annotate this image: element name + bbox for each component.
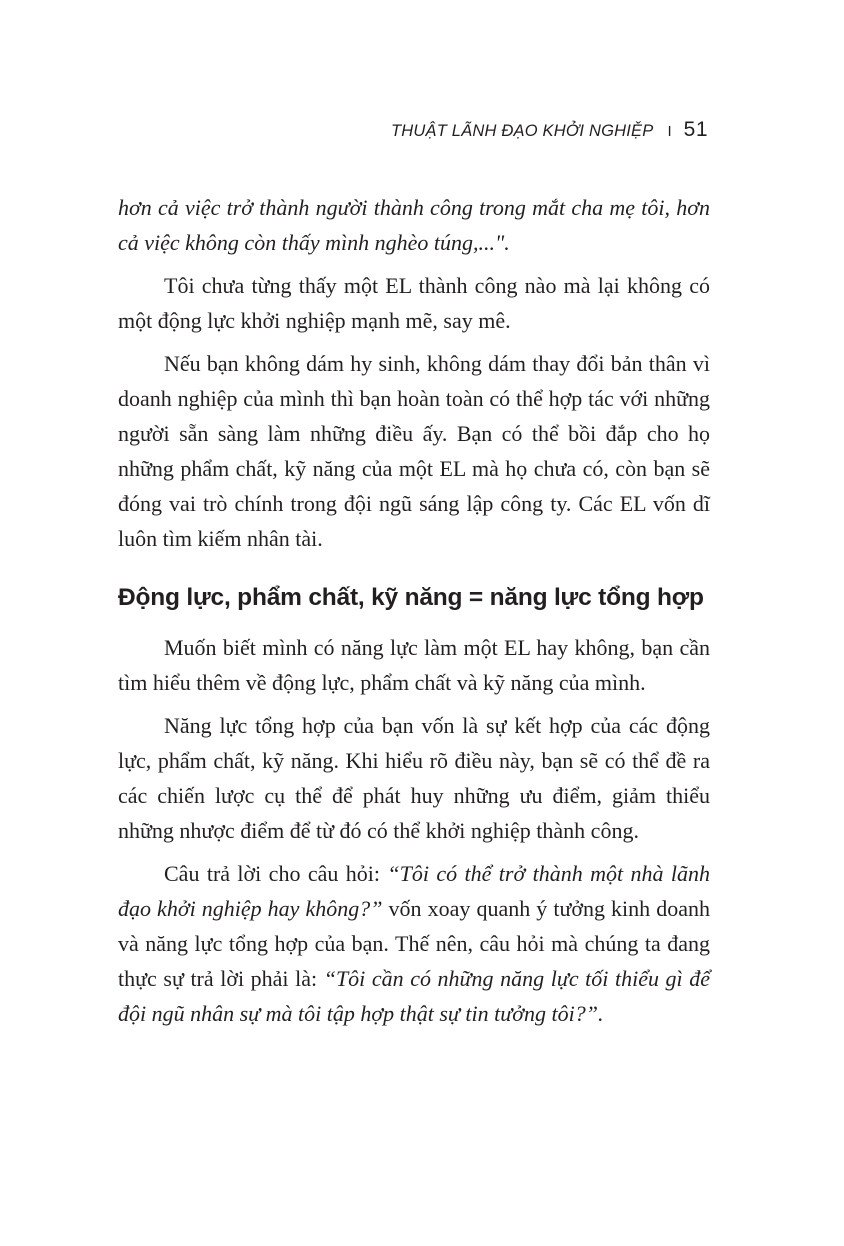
body-text xyxy=(118,190,710,1031)
paragraph-3: Nếu bạn không dám hy sinh, không dám thay đổi bản thân vì doanh nghiệp của mình thì bạn hoàn toàn có thể hợp tác với những người sẵn sàng làm những điều ấy. Bạn có thể bồi đắp cho họ những phẩm chất, kỹ năng của một EL mà họ chưa có, còn bạn sẽ đóng vai trò chính trong đội ngũ sáng lập công ty. Các EL vốn dĩ luôn tìm kiếm nhân tài. xyxy=(118,351,710,551)
paragraph-4: Muốn biết mình có năng lực làm một EL hay không, bạn cần tìm hiểu thêm về động lực, phẩm chất và kỹ năng của mình. xyxy=(118,635,710,695)
header-separator: I xyxy=(667,123,672,140)
paragraph-6 xyxy=(118,856,710,1031)
running-header xyxy=(391,118,708,142)
p6-text-1: Câu trả lời cho câu hỏi: xyxy=(164,861,388,886)
section-heading: Động lực, phẩm chất, kỹ năng = năng lực tổng hợp xyxy=(118,584,704,611)
continued-quote-text: hơn cả việc trở thành người thành công trong mắt cha mẹ tôi, hơn cả việc không còn thấy mình nghèo túng,...". xyxy=(118,195,710,255)
p6-quote-2: “Tôi cần có những năng lực tối thiểu gì để đội ngũ nhân sự mà tôi tập hợp thật sự tin tưởng tôi?”. xyxy=(118,966,711,1026)
paragraph-2: Tôi chưa từng thấy một EL thành công nào mà lại không có một động lực khởi nghiệp mạnh mẽ, say mê. xyxy=(118,273,710,333)
paragraph-continued-quote xyxy=(118,190,710,260)
p6-quote-1: “Tôi có thể trở thành một nhà lãnh đạo khởi nghiệp hay không?” xyxy=(118,861,710,921)
paragraph-5: Năng lực tổng hợp của bạn vốn là sự kết hợp của các động lực, phẩm chất, kỹ năng. Khi hiểu rõ điều này, bạn sẽ có thể đề ra các chiến lược cụ thể để phát huy những ưu điểm, giảm thiểu những nhược điểm để từ đó có thể khởi nghiệp thành công. xyxy=(118,713,710,843)
book-title: THUẬT LÃNH ĐẠO KHỞI NGHIỆP xyxy=(391,122,654,140)
p6-text-2: vốn xoay quanh ý tưởng kinh doanh và năng lực tổng hợp của bạn. Thế nên, câu hỏi mà chúng ta đang thực sự trả lời phải là: xyxy=(118,896,710,991)
page-number: 51 xyxy=(683,118,708,141)
